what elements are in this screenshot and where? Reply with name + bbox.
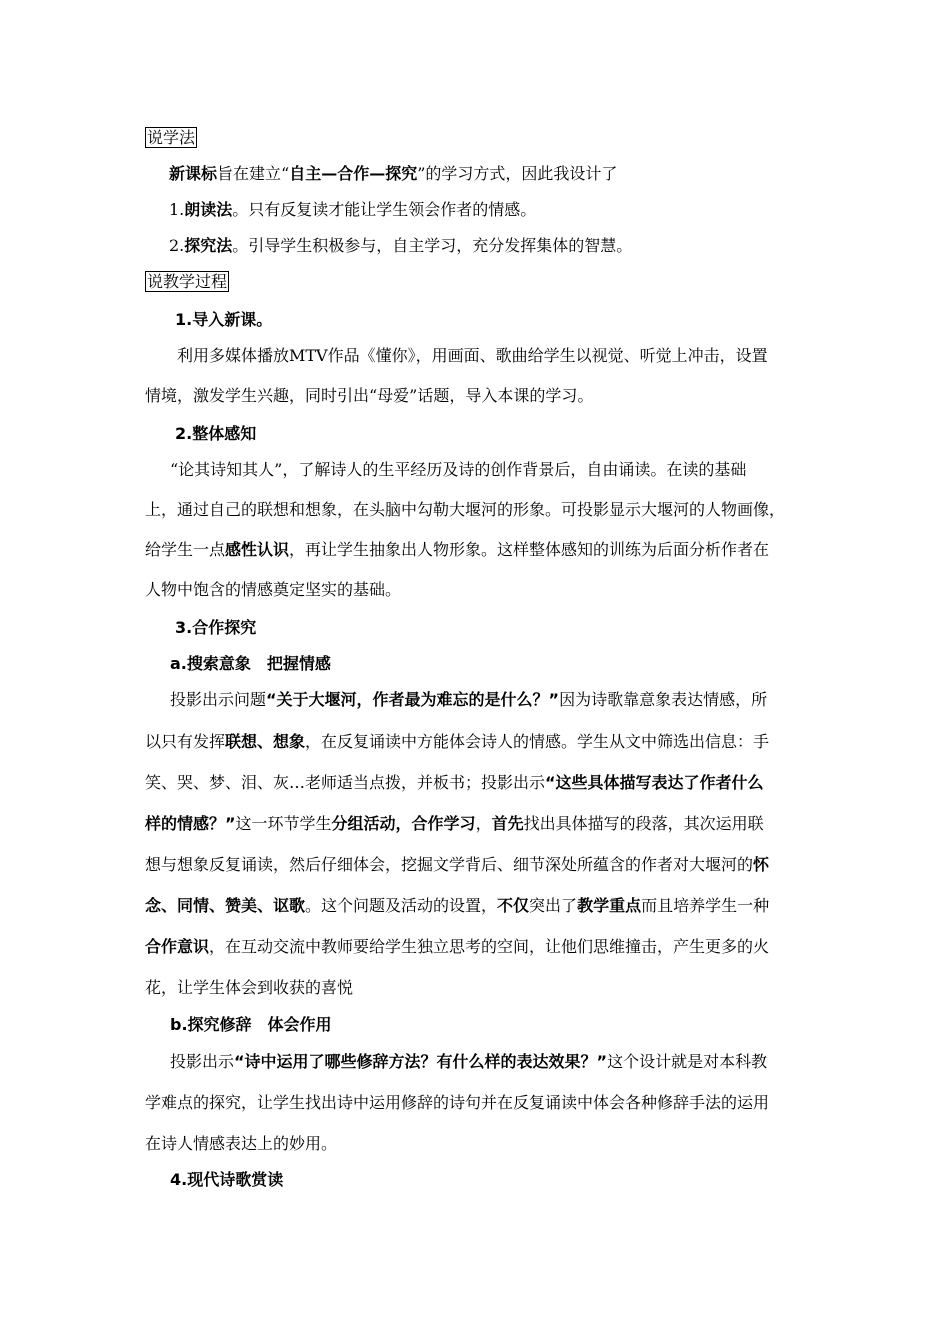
step2-line: 给学生一点感性认识，再让学生抽象出人物形象。这样整体感知的训练为后面分析作者在 [145,540,770,559]
bold-term: 自主—合作—探究 [289,164,418,183]
step3-line: 念、同情、赞美、讴歌。这个问题及活动的设置，不仅突出了教学重点而且培养学生一种 [145,896,770,915]
step3-subheading-b: b.探究修辞 体会作用 [170,1015,332,1034]
step3-line: 投影出示“诗中运用了哪些修辞方法？有什么样的表达效果？”这个设计就是对本科教 [170,1052,768,1071]
step3-line: 合作意识，在互动交流中教师要给学生独立思考的空间，让他们思维撞击，产生更多的火 [145,937,770,956]
step2-line: 人物中饱含的情感奠定坚实的基础。 [145,580,402,599]
step1-line: 情境，激发学生兴趣，同时引出“母爱”话题，导入本课的学习。 [145,386,594,405]
step4-title: 4.现代诗歌赏读 [170,1170,284,1189]
step3-line: 花，让学生体会到收获的喜悦 [145,978,354,997]
boxed-heading: 说教学过程 [147,272,228,291]
step3-line: 想与想象反复诵读，然后仔细体会，挖掘文学背后、细节深处所蕴含的作者对大堰河的怀 [145,855,770,874]
step3-line: 以只有发挥联想、想象，在反复诵读中方能体会诗人的情感。学生从文中筛选出信息：手 [145,732,770,751]
bold-term: 探究法 [184,236,233,255]
bold-term: 朗读法 [184,200,233,219]
step3-line: 样的情感？”这一环节学生分组活动，合作学习，首先找出具体描写的段落，其次运用联 [145,814,764,833]
step2-line: 上，通过自己的联想和想象，在头脑中勾勒大堰河的形象。可投影显示大堰河的人物画像， [145,500,786,519]
paragraph-intro: 新课标旨在建立“自主—合作—探究”的学习方式，因此我设计了 [169,164,618,183]
step3-line: 在诗人情感表达上的妙用。 [145,1134,338,1153]
list-item-reading: 1.朗读法。只有反复读才能让学生领会作者的情感。 [169,200,537,219]
heading-teaching-process [145,272,229,292]
step3-title: 3.合作探究 [175,618,257,637]
list-item-inquiry: 2.探究法。引导学生积极参与，自主学习，充分发挥集体的智慧。 [169,236,633,255]
step1-title: 1.导入新课。 [175,310,273,329]
heading-learning-methods [145,128,197,148]
boxed-heading: 说学法 [147,128,196,147]
step3-line: 笑、哭、梦、泪、灰…老师适当点拨，并板书；投影出示“这些具体描写表达了作者什么 [145,773,764,792]
bold-term: 新课标 [169,164,218,183]
step3-line: 学难点的探究，让学生找出诗中运用修辞的诗句并在反复诵读中体会各种修辞手法的运用 [145,1093,770,1112]
step3-line: 投影出示问题“关于大堰河，作者最为难忘的是什么？”因为诗歌靠意象表达情感，所 [170,690,768,709]
step2-line: “论其诗知其人”，了解诗人的生平经历及诗的创作背景后，自由诵读。在读的基础 [170,460,747,479]
step2-title: 2.整体感知 [175,424,257,443]
step3-subheading-a: a.搜索意象 把握情感 [170,654,331,673]
step1-line: 利用多媒体播放MTV作品《懂你》，用画面、歌曲给学生以视觉、听觉上冲击，设置 [177,346,768,365]
